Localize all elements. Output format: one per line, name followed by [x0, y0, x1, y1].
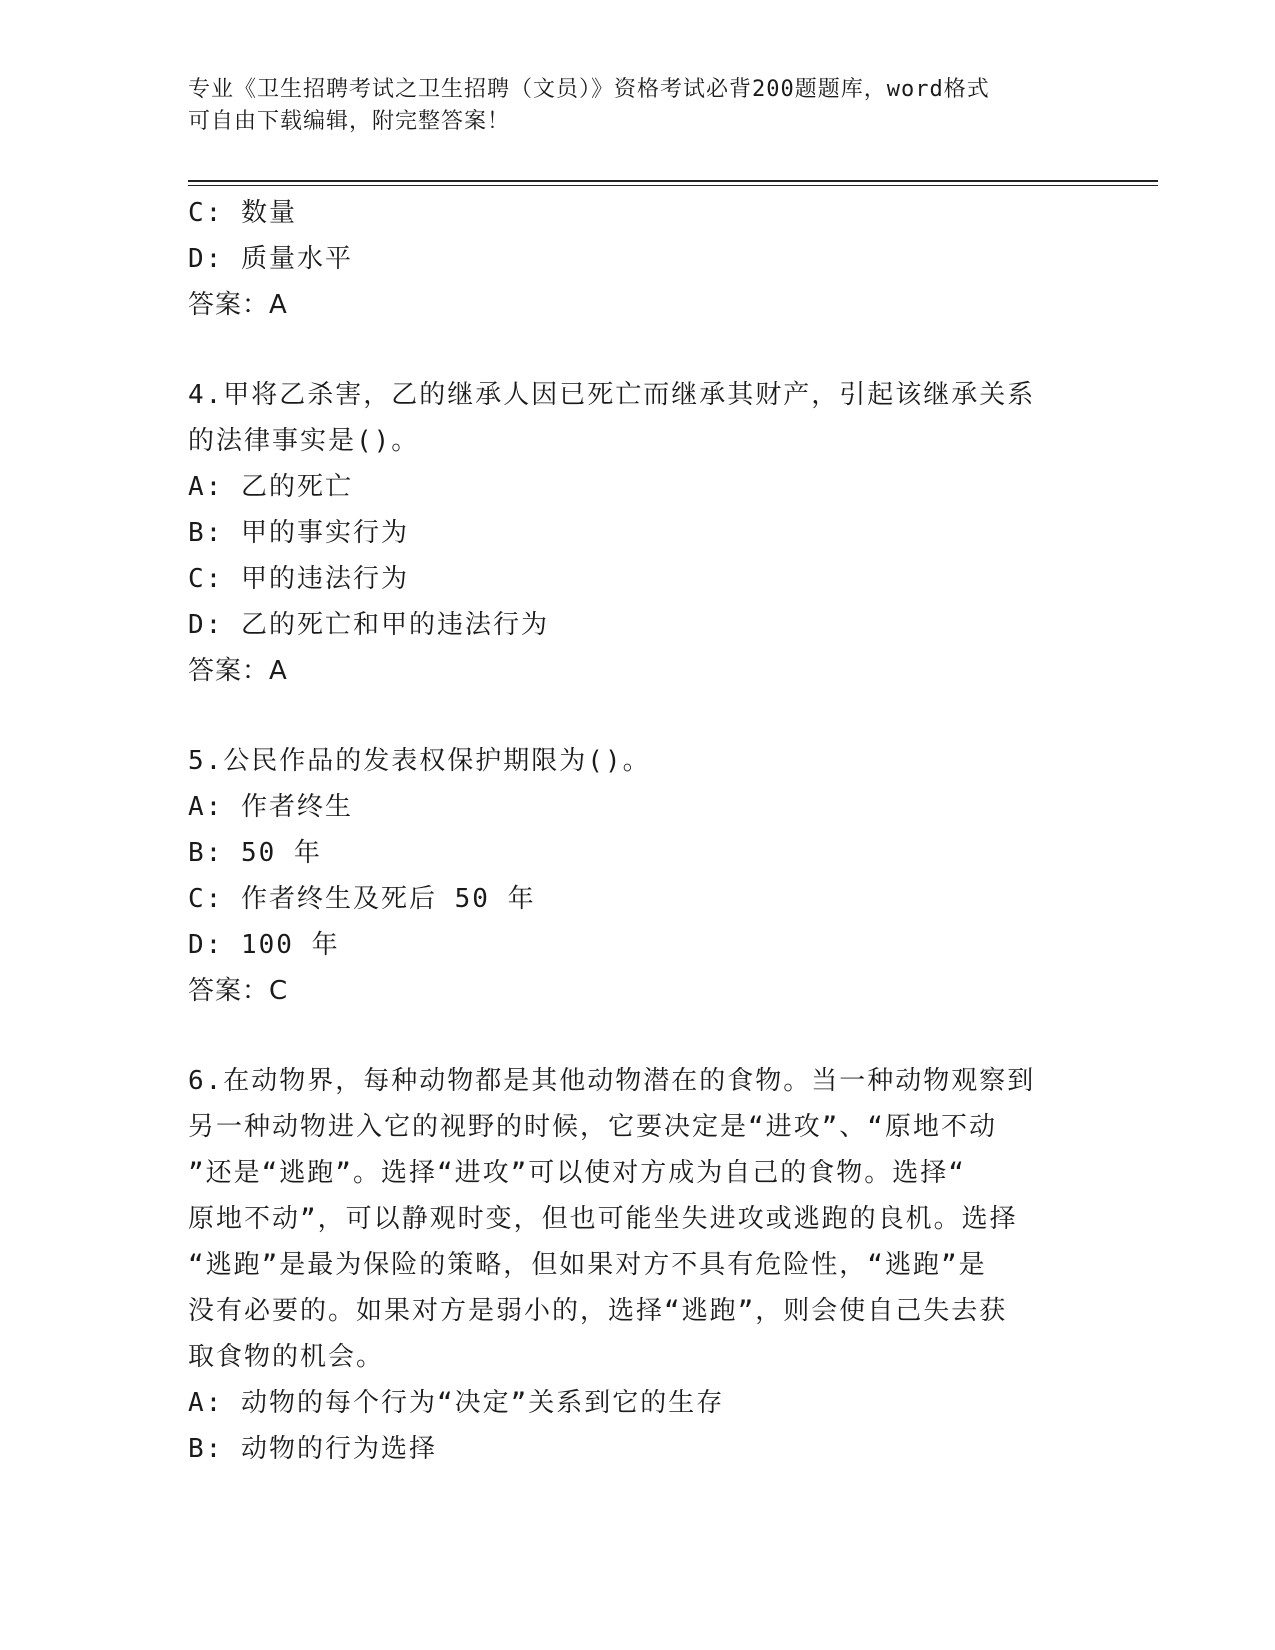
q6-stem-line: 取食物的机会。	[188, 1342, 385, 1372]
q6-stem-line: 没有必要的。如果对方是弱小的，选择“逃跑”，则会使自己失去获	[188, 1296, 1008, 1326]
spacer	[188, 1014, 1068, 1058]
q6-stem-line: 6.在动物界，每种动物都是其他动物潜在的食物。当一种动物观察到	[188, 1066, 1036, 1096]
q6-option-b: B: 动物的行为选择	[188, 1434, 437, 1464]
header-line-2: 可自由下载编辑，附完整答案！	[188, 109, 511, 134]
question-4	[188, 372, 1068, 694]
q6-option-a: A: 动物的每个行为“决定”关系到它的生存	[188, 1388, 725, 1418]
q5-option-a: A: 作者终生	[188, 792, 353, 822]
q3-option-d: D: 质量水平	[188, 244, 353, 274]
document-header	[188, 74, 1068, 138]
q6-stem-line: 原地不动”，可以静观时变，但也可能坐失进攻或逃跑的良机。选择	[188, 1204, 1018, 1234]
q6-stem-line: “逃跑”是最为保险的策略，但如果对方不具有危险性，“逃跑”是	[188, 1250, 987, 1280]
q6-stem-line: 另一种动物进入它的视野的时候，它要决定是“进攻”、“原地不动	[188, 1112, 997, 1142]
q6-stem-line: ”还是“逃跑”。选择“进攻”可以使对方成为自己的食物。选择“	[188, 1158, 966, 1188]
q4-answer: 答案：A	[188, 656, 288, 686]
q4-stem-line-2: 的法律事实是()。	[188, 426, 420, 456]
header-divider-thin	[188, 185, 1158, 186]
question-content	[188, 190, 1068, 1472]
q3-option-c: C: 数量	[188, 198, 297, 228]
q5-answer: 答案：C	[188, 976, 289, 1006]
q5-option-d: D: 100 年	[188, 930, 340, 960]
q4-option-c: C: 甲的违法行为	[188, 564, 409, 594]
q5-stem: 5.公民作品的发表权保护期限为()。	[188, 746, 651, 776]
q4-option-b: B: 甲的事实行为	[188, 518, 409, 548]
question-5	[188, 738, 1068, 1014]
q4-option-d: D: 乙的死亡和甲的违法行为	[188, 610, 549, 640]
spacer	[188, 694, 1068, 738]
question-6	[188, 1058, 1068, 1472]
question-3	[188, 190, 1068, 328]
header-line-1: 专业《卫生招聘考试之卫生招聘（文员）》资格考试必背200题题库，word格式	[188, 77, 990, 102]
q5-option-c: C: 作者终生及死后 50 年	[188, 884, 536, 914]
q3-answer: 答案：A	[188, 290, 288, 320]
q4-option-a: A: 乙的死亡	[188, 472, 353, 502]
q4-stem-line-1: 4.甲将乙杀害，乙的继承人因已死亡而继承其财产，引起该继承关系	[188, 380, 1036, 410]
header-divider-thick	[188, 180, 1158, 182]
spacer	[188, 328, 1068, 372]
q5-option-b: B: 50 年	[188, 838, 322, 868]
